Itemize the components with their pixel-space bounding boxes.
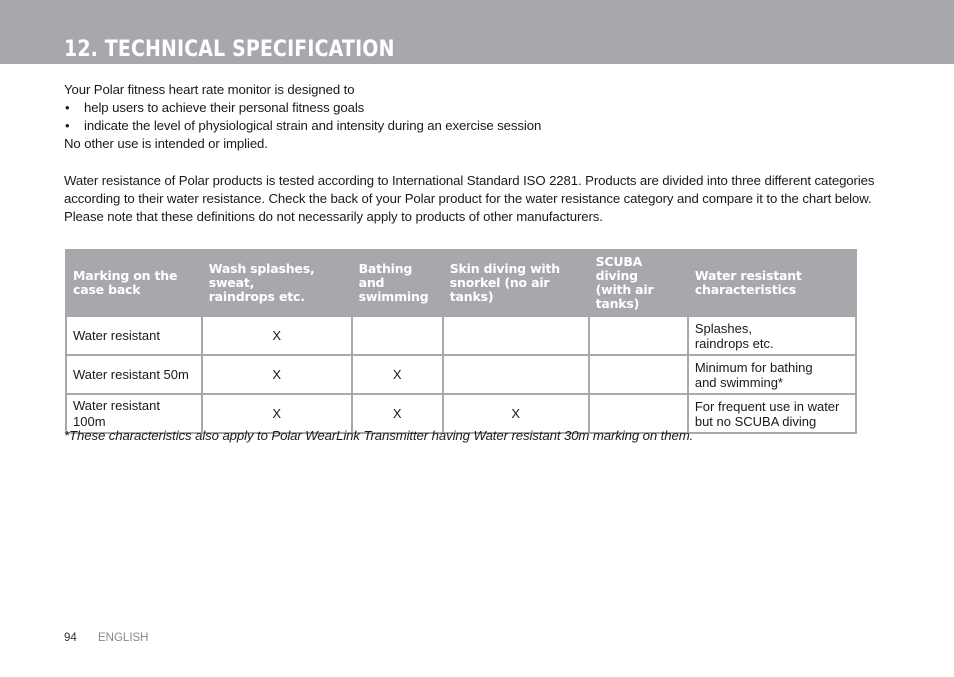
page-number: 94 bbox=[64, 632, 77, 644]
cell-skin-diving: X bbox=[444, 395, 588, 432]
header-marking: Marking on the case back bbox=[67, 251, 201, 315]
cell-characteristics: Minimum for bathing and swimming* bbox=[689, 356, 855, 393]
table-header-row bbox=[67, 251, 855, 315]
header-skin-diving: Skin diving with snorkel (no air tanks) bbox=[444, 251, 588, 315]
footnote: *These characteristics also apply to Polar WearLink Transmitter having Water resistant 30m marking on them. bbox=[64, 428, 694, 443]
language-label: ENGLISH bbox=[98, 632, 149, 644]
cell-marking: Water resistant bbox=[67, 317, 201, 354]
paragraph-line: Water resistance of Polar products is tested according to International Standard ISO 2281. Products are divided into three different categories bbox=[64, 173, 875, 188]
table-row bbox=[67, 356, 855, 393]
table-row bbox=[67, 317, 855, 354]
intro-closing: No other use is intended or implied. bbox=[64, 136, 268, 151]
header-bathing: Bathing and swimming bbox=[353, 251, 442, 315]
header-characteristics: Water resistant characteristics bbox=[689, 251, 855, 315]
cell-bathing bbox=[353, 317, 442, 354]
cell-characteristics: For frequent use in water but no SCUBA diving bbox=[689, 395, 855, 432]
water-resistance-paragraph bbox=[64, 172, 884, 226]
cell-scuba bbox=[590, 356, 687, 393]
intro-bullet-list bbox=[64, 99, 884, 135]
intro-lead: Your Polar fitness heart rate monitor is designed to bbox=[64, 82, 355, 97]
cell-bathing: X bbox=[353, 395, 442, 432]
cell-wash: X bbox=[203, 356, 351, 393]
list-item bbox=[64, 117, 884, 135]
bullet-text: help users to achieve their personal fitness goals bbox=[84, 100, 365, 115]
bullet-icon: • bbox=[65, 100, 70, 115]
header-wash: Wash splashes, sweat, raindrops etc. bbox=[203, 251, 351, 315]
cell-marking: Water resistant 100m bbox=[67, 395, 201, 432]
cell-marking: Water resistant 50m bbox=[67, 356, 201, 393]
cell-wash: X bbox=[203, 395, 351, 432]
page-footer bbox=[64, 631, 149, 645]
cell-scuba bbox=[590, 317, 687, 354]
list-item bbox=[64, 99, 884, 117]
cell-bathing: X bbox=[353, 356, 442, 393]
cell-skin-diving bbox=[444, 317, 588, 354]
page-title: 12. TECHNICAL SPECIFICATION bbox=[64, 37, 395, 62]
intro-section bbox=[64, 81, 884, 153]
paragraph-line: according to their water resistance. Check the back of your Polar product for the water resistance category and compare it to the chart below. bbox=[64, 191, 872, 206]
paragraph-line: Please note that these definitions do not necessarily apply to products of other manufacturers. bbox=[64, 209, 603, 224]
cell-wash: X bbox=[203, 317, 351, 354]
bullet-text: indicate the level of physiological strain and intensity during an exercise session bbox=[84, 118, 542, 133]
header-scuba: SCUBA diving (with air tanks) bbox=[590, 251, 687, 315]
bullet-icon: • bbox=[65, 118, 70, 133]
cell-skin-diving bbox=[444, 356, 588, 393]
water-resistance-table bbox=[65, 249, 857, 434]
cell-characteristics: Splashes, raindrops etc. bbox=[689, 317, 855, 354]
